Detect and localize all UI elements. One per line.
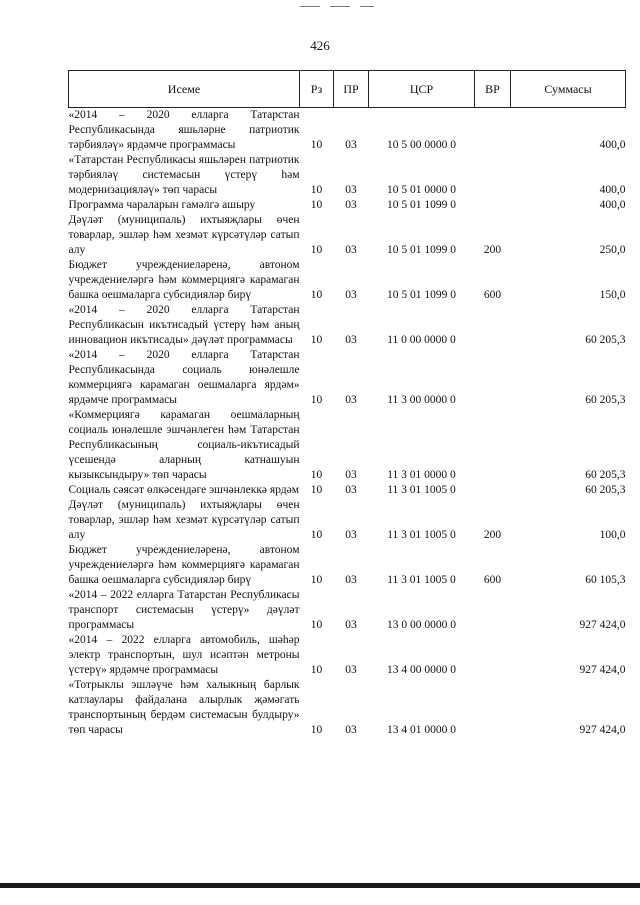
header-row xyxy=(69,71,626,108)
row-csr: 10 5 01 1099 0 xyxy=(387,289,456,301)
scan-mark xyxy=(360,6,374,7)
row-name: «Тотрыклы эшләүче һәм халыкның барлык катлаулары файдалана алырлык җәмәгать транспортының бердәм системасын булдыру» төп чарасы xyxy=(68,679,300,736)
row-sum: 60 105,3 xyxy=(585,574,626,586)
row-rz: 10 xyxy=(310,574,323,586)
row-name: Бюджет учреждениеләренә, автоном учреждениеләргә һәм коммерциягә карамаган башка оешмаларга субсидияләр бирү xyxy=(68,259,300,301)
row-vr: 600 xyxy=(483,574,502,586)
table-row xyxy=(69,198,626,213)
row-csr: 11 3 01 0000 0 xyxy=(387,469,456,481)
row-sum: 60 205,3 xyxy=(585,469,626,481)
row-rz: 10 xyxy=(310,184,323,196)
column-header-vr: ВР xyxy=(475,71,511,108)
budget-table xyxy=(68,70,626,738)
table-row xyxy=(69,483,626,498)
row-csr: 13 4 00 0000 0 xyxy=(387,664,456,676)
row-rz: 10 xyxy=(310,724,323,736)
row-vr xyxy=(475,153,511,198)
row-sum: 927 424,0 xyxy=(579,664,626,676)
row-name: Программа чараларын гамәлгә ашыру xyxy=(68,199,256,211)
column-header-csr: ЦСР xyxy=(369,71,475,108)
row-pr: 03 xyxy=(345,484,357,496)
row-sum: 927 424,0 xyxy=(579,619,626,631)
row-name: «2014 – 2022 елларга Татарстан Республикасы транспорт системасын үстерү» дәүләт программасы xyxy=(68,589,300,631)
row-csr: 10 5 01 1099 0 xyxy=(387,199,456,211)
row-name: «2014 – 2020 елларга Татарстан Республикасында социаль юнәлешле коммерциягә карамаган оешмаларга ярдәм» ярдәмче программасы xyxy=(68,349,300,406)
row-pr: 03 xyxy=(345,469,357,481)
table-row xyxy=(69,498,626,543)
row-vr xyxy=(475,633,511,678)
row-sum: 250,0 xyxy=(599,244,626,256)
row-name: Бюджет учреждениеләренә, автоном учреждениеләргә һәм коммерциягә карамаган башка оешмаларга субсидияләр бирү xyxy=(68,544,300,586)
row-csr: 13 4 01 0000 0 xyxy=(387,724,456,736)
row-name: «Татарстан Республикасы яшьләрен патриотик тәрбияләү системасын үстерү һәм модернизацияләү» төп чарасы xyxy=(68,154,300,196)
row-csr: 11 0 00 0000 0 xyxy=(387,334,456,346)
row-pr: 03 xyxy=(345,529,357,541)
row-rz: 10 xyxy=(310,394,323,406)
row-sum: 60 205,3 xyxy=(585,394,626,406)
row-rz: 10 xyxy=(310,334,323,346)
row-name: «2014 – 2020 елларга Татарстан Республикасында яшьләрне патриотик тәрбияләү» ярдәмче программасы xyxy=(68,109,300,151)
row-name: «2014 – 2020 елларга Татарстан Республикасын икътисадый үстерү һәм аның инновацион икътисады» дәүләт программасы xyxy=(68,304,300,346)
row-vr xyxy=(475,678,511,738)
row-pr: 03 xyxy=(345,199,357,211)
row-sum: 400,0 xyxy=(599,184,626,196)
row-rz: 10 xyxy=(310,484,323,496)
table-row xyxy=(69,588,626,633)
column-header-name: Исеме xyxy=(69,71,300,108)
row-pr: 03 xyxy=(345,619,357,631)
row-vr xyxy=(475,408,511,483)
table-row xyxy=(69,348,626,408)
row-sum: 400,0 xyxy=(599,199,626,211)
row-pr: 03 xyxy=(345,244,357,256)
row-vr xyxy=(475,348,511,408)
column-header-rz: Рз xyxy=(300,71,334,108)
scan-bottom-border xyxy=(0,883,640,888)
row-pr: 03 xyxy=(345,574,357,586)
row-vr xyxy=(475,108,511,154)
row-pr: 03 xyxy=(345,289,357,301)
row-vr xyxy=(475,483,511,498)
row-rz: 10 xyxy=(310,199,323,211)
column-header-pr: ПР xyxy=(334,71,369,108)
row-name: «Коммерциягә карамаган оешмаларның социаль юнәлешле эшчәнлеген һәм Татарстан Республикасының социаль-икътисадый үсешендә аларның катнашуын кызыксындыру» төп чарасы xyxy=(68,409,300,481)
table-row xyxy=(69,213,626,258)
row-rz: 10 xyxy=(310,139,323,151)
row-sum: 400,0 xyxy=(599,139,626,151)
row-rz: 10 xyxy=(310,289,323,301)
row-csr: 13 0 00 0000 0 xyxy=(387,619,456,631)
row-vr xyxy=(475,303,511,348)
row-sum: 150,0 xyxy=(599,289,626,301)
row-name: «2014 – 2022 елларга автомобиль, шәһәр электр транспортын, шул исәптән метроны үстерү» ярдәмче программасы xyxy=(68,634,300,676)
table-row xyxy=(69,303,626,348)
row-vr: 200 xyxy=(483,529,502,541)
row-pr: 03 xyxy=(345,724,357,736)
row-csr: 10 5 01 1099 0 xyxy=(387,244,456,256)
scan-mark xyxy=(300,6,320,7)
row-name: Дәүләт (муниципаль) ихтыяҗлары өчен товарлар, эшләр һәм хезмәт күрсәтүләр сатып алу xyxy=(68,499,300,541)
row-name: Социаль сәясәт өлкәсендәге эшчәнлеккә ярдәм xyxy=(68,484,300,496)
table-row xyxy=(69,153,626,198)
row-pr: 03 xyxy=(345,664,357,676)
scan-mark xyxy=(330,6,350,7)
table-row xyxy=(69,543,626,588)
table-row xyxy=(69,633,626,678)
row-sum: 927 424,0 xyxy=(579,724,626,736)
row-rz: 10 xyxy=(310,664,323,676)
row-pr: 03 xyxy=(345,184,357,196)
row-sum: 100,0 xyxy=(599,529,626,541)
row-vr xyxy=(475,588,511,633)
row-vr xyxy=(475,198,511,213)
row-csr: 11 3 01 1005 0 xyxy=(387,484,456,496)
page-number: 426 xyxy=(310,38,330,53)
row-name: Дәүләт (муниципаль) ихтыяҗлары өчен товарлар, эшләр һәм хезмәт күрсәтүләр сатып алу xyxy=(68,214,300,256)
row-sum: 60 205,3 xyxy=(585,334,626,346)
row-rz: 10 xyxy=(310,469,323,481)
row-pr: 03 xyxy=(345,394,357,406)
row-rz: 10 xyxy=(310,244,323,256)
row-pr: 03 xyxy=(345,139,357,151)
row-csr: 10 5 00 0000 0 xyxy=(387,139,456,151)
table-row xyxy=(69,108,626,154)
row-csr: 11 3 00 0000 0 xyxy=(387,394,456,406)
column-header-sum: Суммасы xyxy=(511,71,626,108)
table-row xyxy=(69,408,626,483)
row-pr: 03 xyxy=(345,334,357,346)
row-csr: 11 3 01 1005 0 xyxy=(387,574,456,586)
row-sum: 60 205,3 xyxy=(585,484,626,496)
table-row xyxy=(69,678,626,738)
row-rz: 10 xyxy=(310,619,323,631)
row-vr: 600 xyxy=(483,289,502,301)
row-rz: 10 xyxy=(310,529,323,541)
row-vr: 200 xyxy=(483,244,502,256)
row-csr: 11 3 01 1005 0 xyxy=(387,529,456,541)
row-csr: 10 5 01 0000 0 xyxy=(387,184,456,196)
table-row xyxy=(69,258,626,303)
